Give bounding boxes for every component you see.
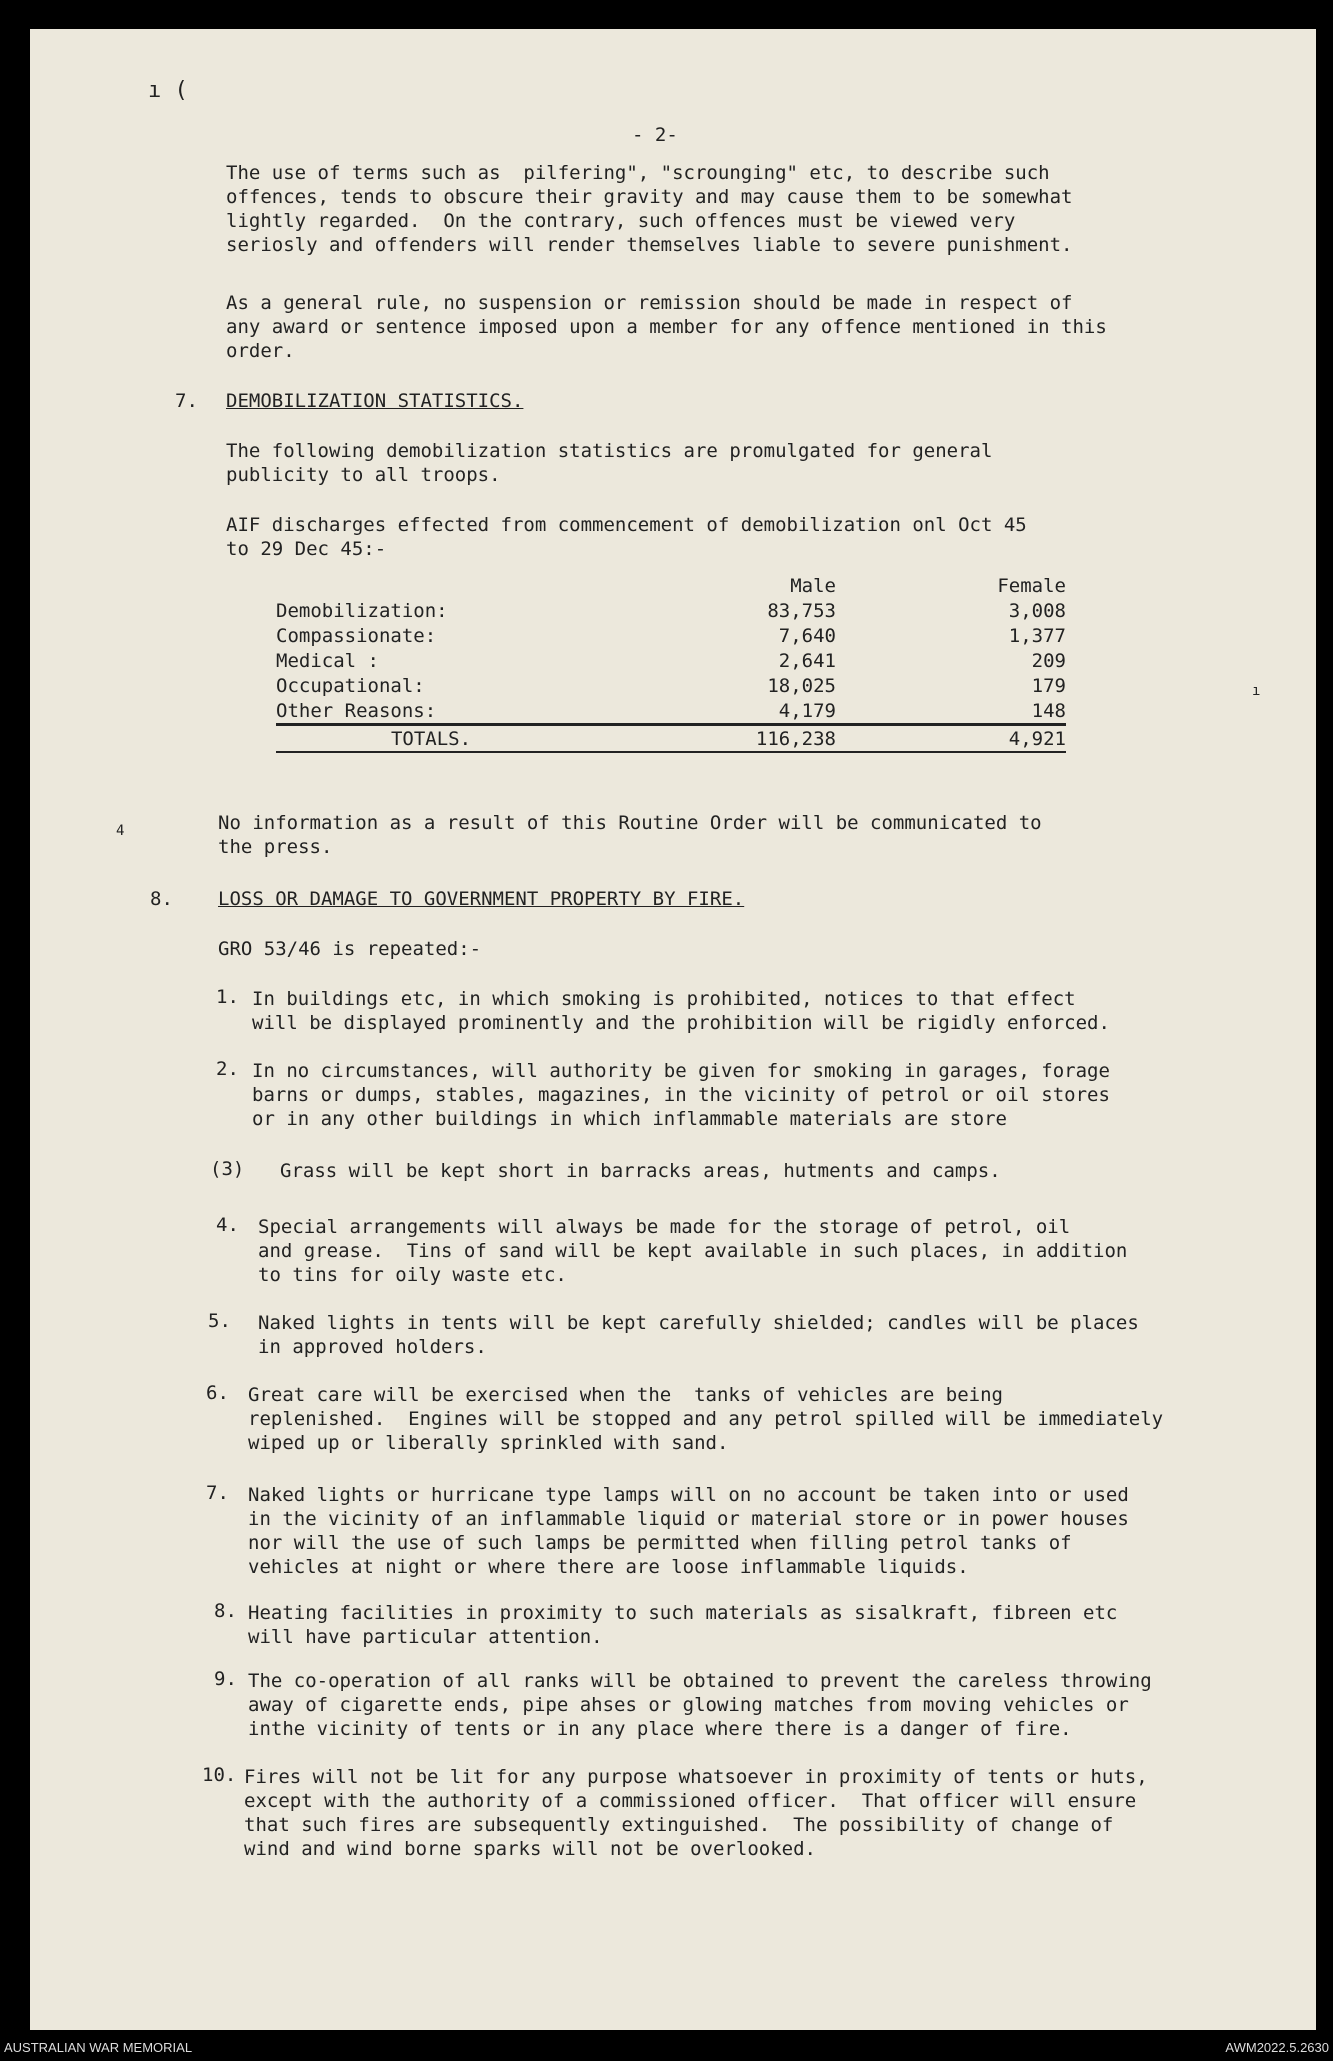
section-7-number: 7. — [175, 390, 198, 412]
table-row — [276, 648, 1066, 673]
section-8-number: 8. — [150, 888, 173, 910]
section-8-heading: LOSS OR DAMAGE TO GOVERNMENT PROPERTY BY FIRE. — [218, 888, 745, 910]
table-header-row — [276, 573, 1066, 598]
table-row — [276, 673, 1066, 698]
item-number: 6. — [206, 1382, 229, 1404]
item-text: Naked lights in tents will be kept carefully shielded; candles will be places in approved holders. — [258, 1312, 1139, 1358]
row-label: Compassionate: — [276, 624, 437, 647]
column-header-female: Female — [997, 574, 1066, 597]
column-header-male: Male — [790, 574, 836, 597]
section-7-intro: The following demobilization statistics are promulgated for general publicity to all troops. — [226, 440, 993, 486]
section-7-note: No information as a result of this Routine Order will be communicated to the press. — [218, 812, 1042, 858]
table-row — [276, 598, 1066, 623]
section-8-repeat-note: GRO 53/46 is repeated:- — [218, 938, 482, 960]
totals-row — [276, 725, 1066, 753]
male-value: 18,025 — [767, 674, 836, 697]
margin-mark-right: ı — [1252, 683, 1261, 699]
item-number: (3) — [210, 1158, 245, 1180]
footer-accession-number: AWM2022.5.2630 — [1225, 2040, 1329, 2055]
item-number: 8. — [214, 1600, 237, 1622]
female-value: 148 — [1031, 699, 1066, 722]
table-row — [276, 623, 1066, 648]
intro-paragraph-2: As a general rule, no suspension or remission should be made in respect of any award or sentence imposed upon a member for any offence mentioned in this order. — [226, 292, 1107, 362]
male-value: 7,640 — [778, 624, 836, 647]
row-label: Medical : — [276, 649, 379, 672]
item-text: Naked lights or hurricane type lamps will on no account be taken into or used in the vicinity of an inflammable liquid or material store or in power houses nor will the use of such lamps be permitted when filling petrol tanks of vehicles at night or where there are loose inflammable liquids. — [248, 1484, 1129, 1578]
row-label: Demobilization: — [276, 599, 448, 622]
male-value: 4,179 — [778, 699, 836, 722]
item-text: Grass will be kept short in barracks areas, hutments and camps. — [280, 1160, 1001, 1182]
totals-label: TOTALS. — [276, 725, 586, 753]
female-value: 1,377 — [1008, 624, 1066, 647]
item-text: Fires will not be lit for any purpose whatsoever in proximity of tents or huts, except with the authority of a commissioned officer. That officer will ensure that such fires are subsequently extinguished. The possibility of change of wind and wind borne sparks will not be overlooked. — [244, 1766, 1148, 1860]
item-text: Special arrangements will always be made for the storage of petrol, oil and grease. Tins of sand will be kept available in such places, in addition to tins for oily waste etc. — [258, 1216, 1128, 1286]
male-total: 116,238 — [586, 725, 836, 753]
item-number: 9. — [214, 1668, 237, 1690]
section-7-heading: DEMOBILIZATION STATISTICS. — [226, 390, 524, 412]
margin-mark-top: ı ( — [148, 78, 188, 103]
male-value: 83,753 — [767, 599, 836, 622]
margin-mark-left: 4 — [116, 823, 125, 839]
typed-document — [30, 29, 1316, 2030]
demobilization-statistics-table — [276, 573, 1066, 753]
item-number: 5. — [208, 1310, 231, 1332]
female-total: 4,921 — [836, 725, 1066, 753]
item-text: Great care will be exercised when the tanks of vehicles are being replenished. Engines will be stopped and any petrol spilled will be immediately wiped up or liberally sprinkled with sand. — [248, 1384, 1164, 1454]
item-text: Heating facilities in proximity to such materials as sisalkraft, fibreen etc will have particular attention. — [248, 1602, 1118, 1648]
section-7-period: AIF discharges effected from commencement of demobilization onl Oct 45 to 29 Dec 45:- — [226, 514, 1027, 560]
item-number: 10. — [202, 1764, 237, 1786]
item-number: 2. — [216, 1058, 239, 1080]
row-label: Occupational: — [276, 674, 425, 697]
female-value: 209 — [1031, 649, 1066, 672]
item-number: 1. — [216, 986, 239, 1008]
item-number: 4. — [216, 1214, 239, 1236]
table-row — [276, 698, 1066, 725]
female-value: 179 — [1031, 674, 1066, 697]
item-number: 7. — [206, 1482, 229, 1504]
item-text: In no circumstances, will authority be given for smoking in garages, forage barns or dumps, stables, magazines, in the vicinity of petrol or oil stores or in any other buildings in which inflammable materials are store — [252, 1060, 1110, 1130]
footer-institution: AUSTRALIAN WAR MEMORIAL — [4, 2040, 193, 2055]
item-text: In buildings etc, in which smoking is prohibited, notices to that effect will be displayed prominently and the prohibition will be rigidly enforced. — [252, 988, 1110, 1034]
female-value: 3,008 — [1008, 599, 1066, 622]
document-page — [30, 29, 1316, 2030]
item-text: The co-operation of all ranks will be obtained to prevent the careless throwing away of cigarette ends, pipe ahses or glowing matches from moving vehicles or inthe vicinity of tents or in any place where there is a danger of fire. — [248, 1670, 1152, 1740]
row-label: Other Reasons: — [276, 699, 437, 722]
male-value: 2,641 — [778, 649, 836, 672]
page-number: - 2- — [632, 124, 678, 146]
intro-paragraph-1: The use of terms such as pilfering", "scrounging" etc, to describe such offences, tends to obscure their gravity and may cause them to be somewhat lightly regarded. On the contrary, such offences must be viewed very seriosly and offenders will render themselves liable to severe punishment. — [226, 162, 1073, 256]
